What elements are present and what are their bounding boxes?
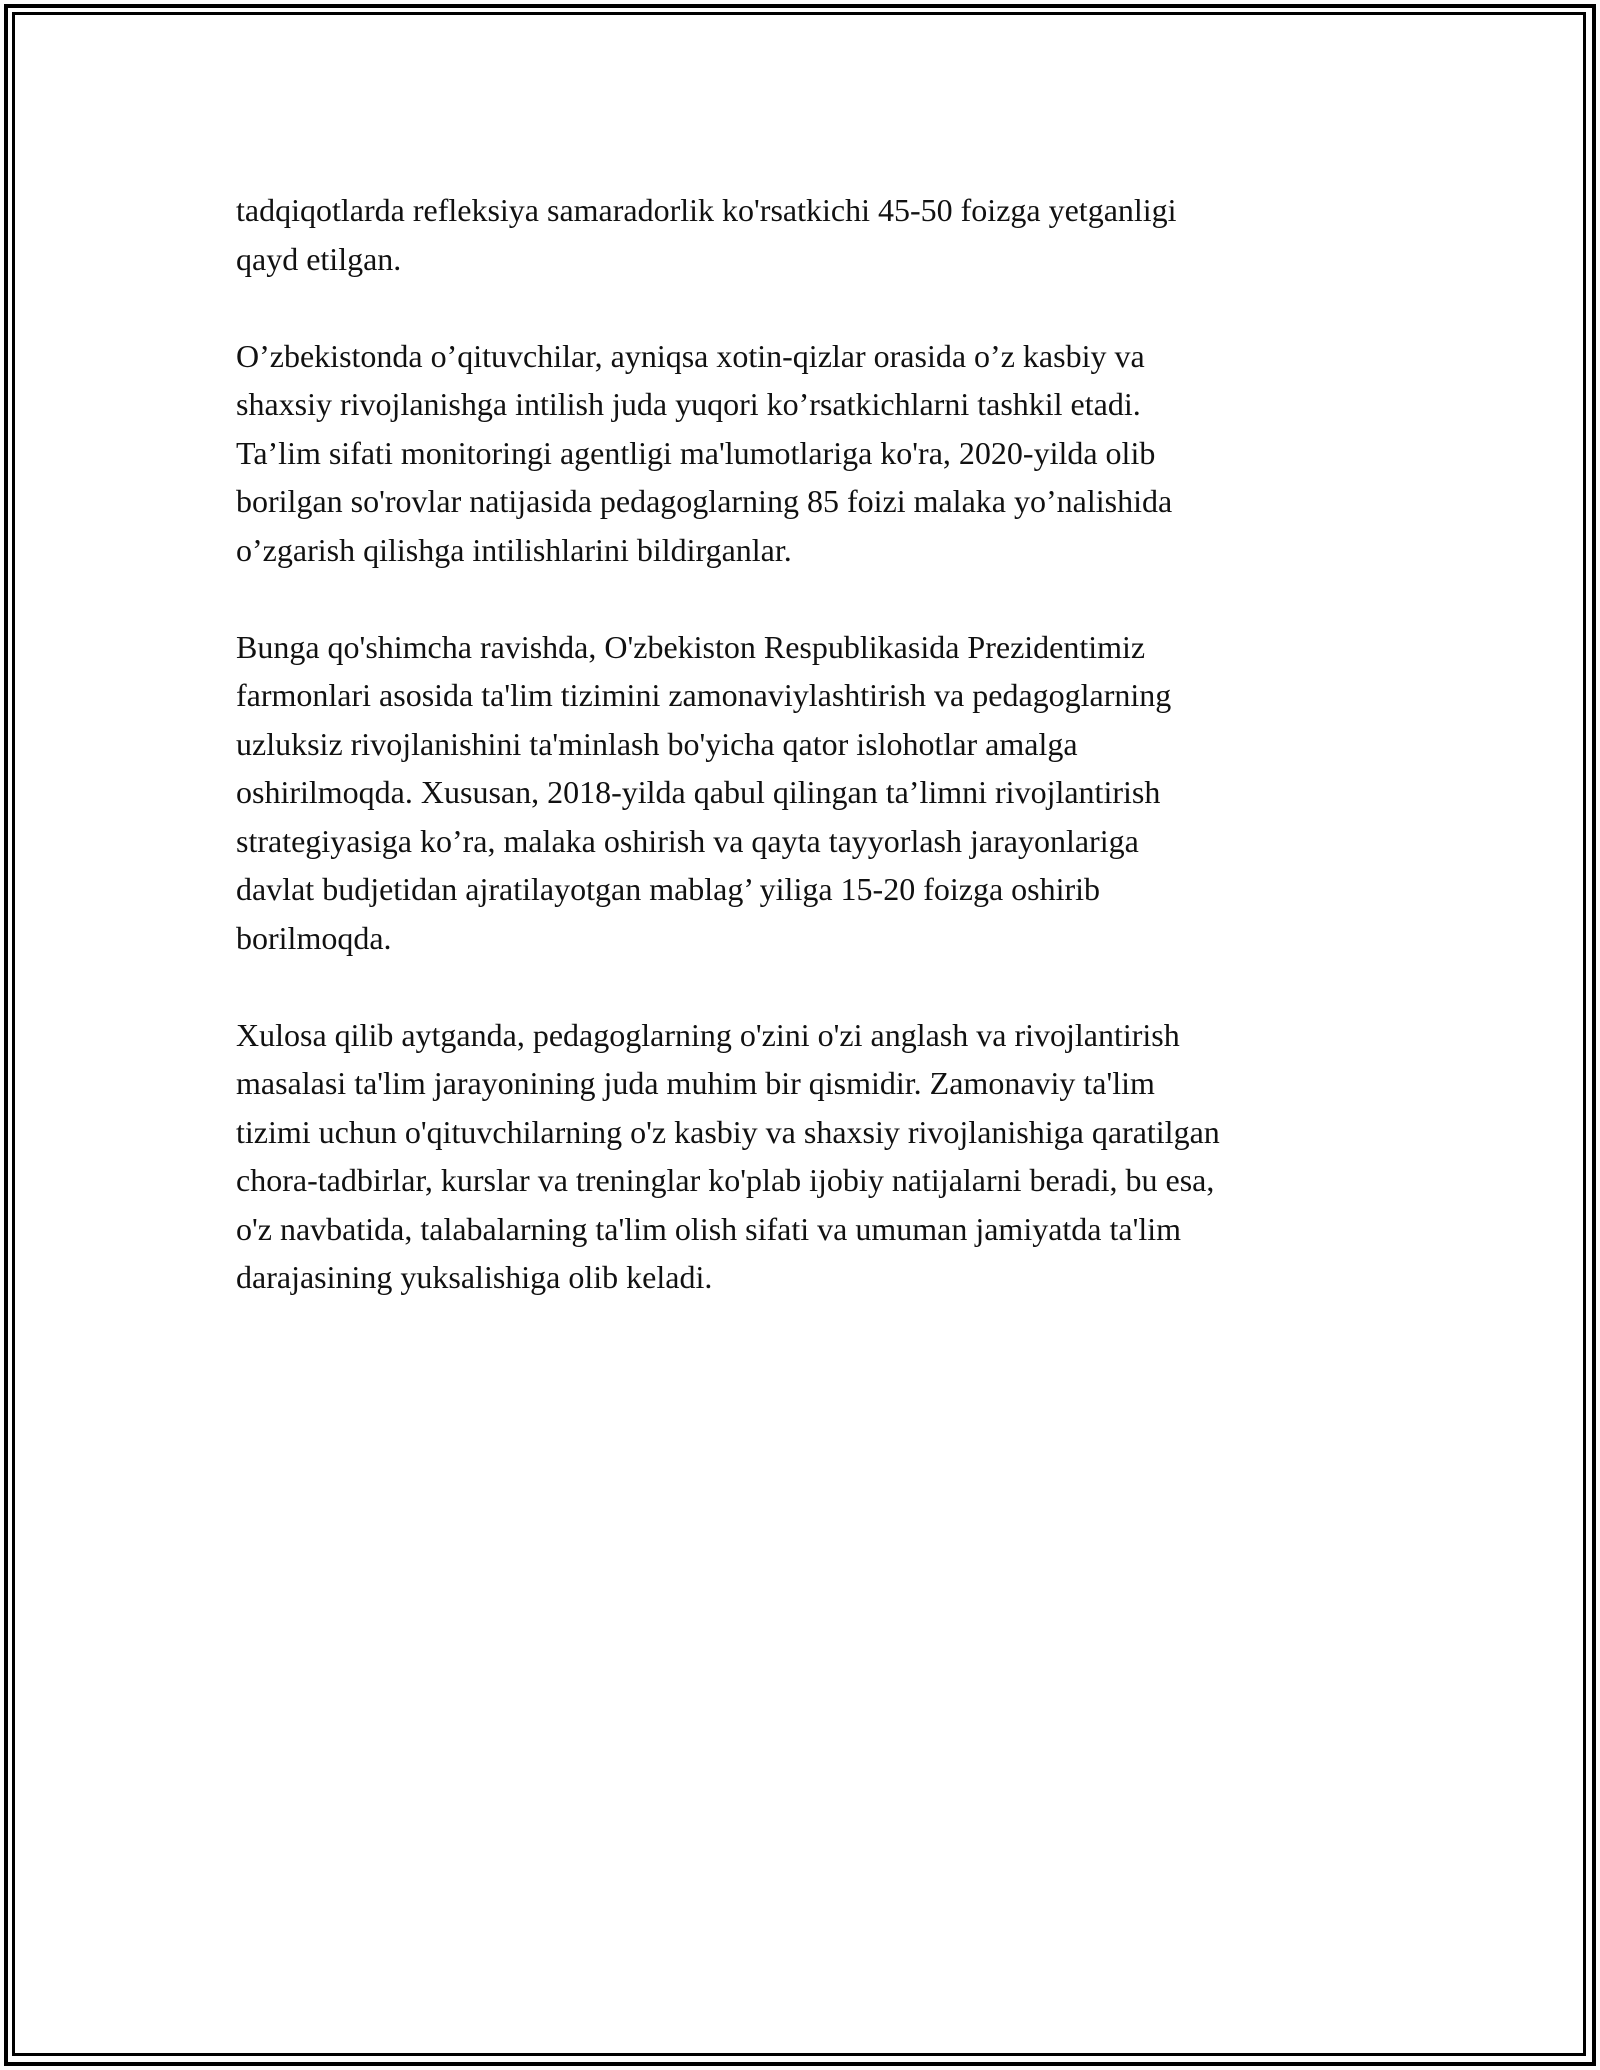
paragraph-2 — [236, 332, 1376, 575]
document-body — [236, 186, 1376, 1350]
text-line: tizimi uchun o'qituvchilarning o'z kasbiy va shaxsiy rivojlanishiga qaratilgan — [236, 1113, 1220, 1150]
text-line: qayd etilgan. — [236, 240, 402, 277]
text-line: borilmoqda. — [236, 919, 392, 956]
text-line: darajasining yuksalishiga olib keladi. — [236, 1259, 713, 1295]
text-line: Ta’lim sifati monitoringi agentligi ma'lumotlariga ko'ra, 2020-yilda olib — [236, 434, 1156, 471]
text-line: Bunga qo'shimcha ravishda, O'zbekiston Respublikasida Prezidentimiz — [236, 628, 1146, 665]
text-line: uzluksiz rivojlanishini ta'minlash bo'yicha qator islohotlar amalga — [236, 725, 1078, 762]
paragraph-1 — [236, 186, 1376, 283]
text-line: Xulosa qilib aytganda, pedagoglarning o'zini o'zi anglash va rivojlantirish — [236, 1016, 1180, 1053]
text-line: borilgan so'rovlar natijasida pedagoglarning 85 foizi malaka yo’nalishida — [236, 483, 1173, 519]
text-line: tadqiqotlarda refleksiya samaradorlik ko'rsatkichi 45-50 foizga yetganligi — [236, 192, 1177, 228]
text-line: farmonlari asosida ta'lim tizimini zamonaviylashtirish va pedagoglarning — [236, 677, 1172, 713]
text-line: chora-tadbirlar, kurslar va treninglar ko'plab ijobiy natijalarni beradi, bu esa, — [236, 1162, 1215, 1198]
text-line: o'z navbatida, talabalarning ta'lim olish sifati va umuman jamiyatda ta'lim — [236, 1210, 1182, 1247]
text-line: O’zbekistonda o’qituvchilar, ayniqsa xotin-qizlar orasida o’z kasbiy va — [236, 337, 1145, 374]
text-line: strategiyasiga ko’ra, malaka oshirish va qayta tayyorlash jarayonlariga — [236, 822, 1139, 859]
text-line: davlat budjetidan ajratilayotgan mablag’ yiliga 15-20 foizga oshirib — [236, 871, 1101, 907]
text-line: o’zgarish qilishga intilishlarini bildirganlar. — [236, 531, 792, 568]
text-line: masalasi ta'lim jarayonining juda muhim bir qismidir. Zamonaviy ta'lim — [236, 1065, 1155, 1101]
text-line: oshirilmoqda. Xususan, 2018-yilda qabul qilingan ta’limni rivojlantirish — [236, 774, 1161, 810]
paragraph-3 — [236, 623, 1376, 963]
text-line: shaxsiy rivojlanishga intilish juda yuqori ko’rsatkichlarni tashkil etadi. — [236, 386, 1141, 422]
paragraph-4 — [236, 1011, 1376, 1302]
